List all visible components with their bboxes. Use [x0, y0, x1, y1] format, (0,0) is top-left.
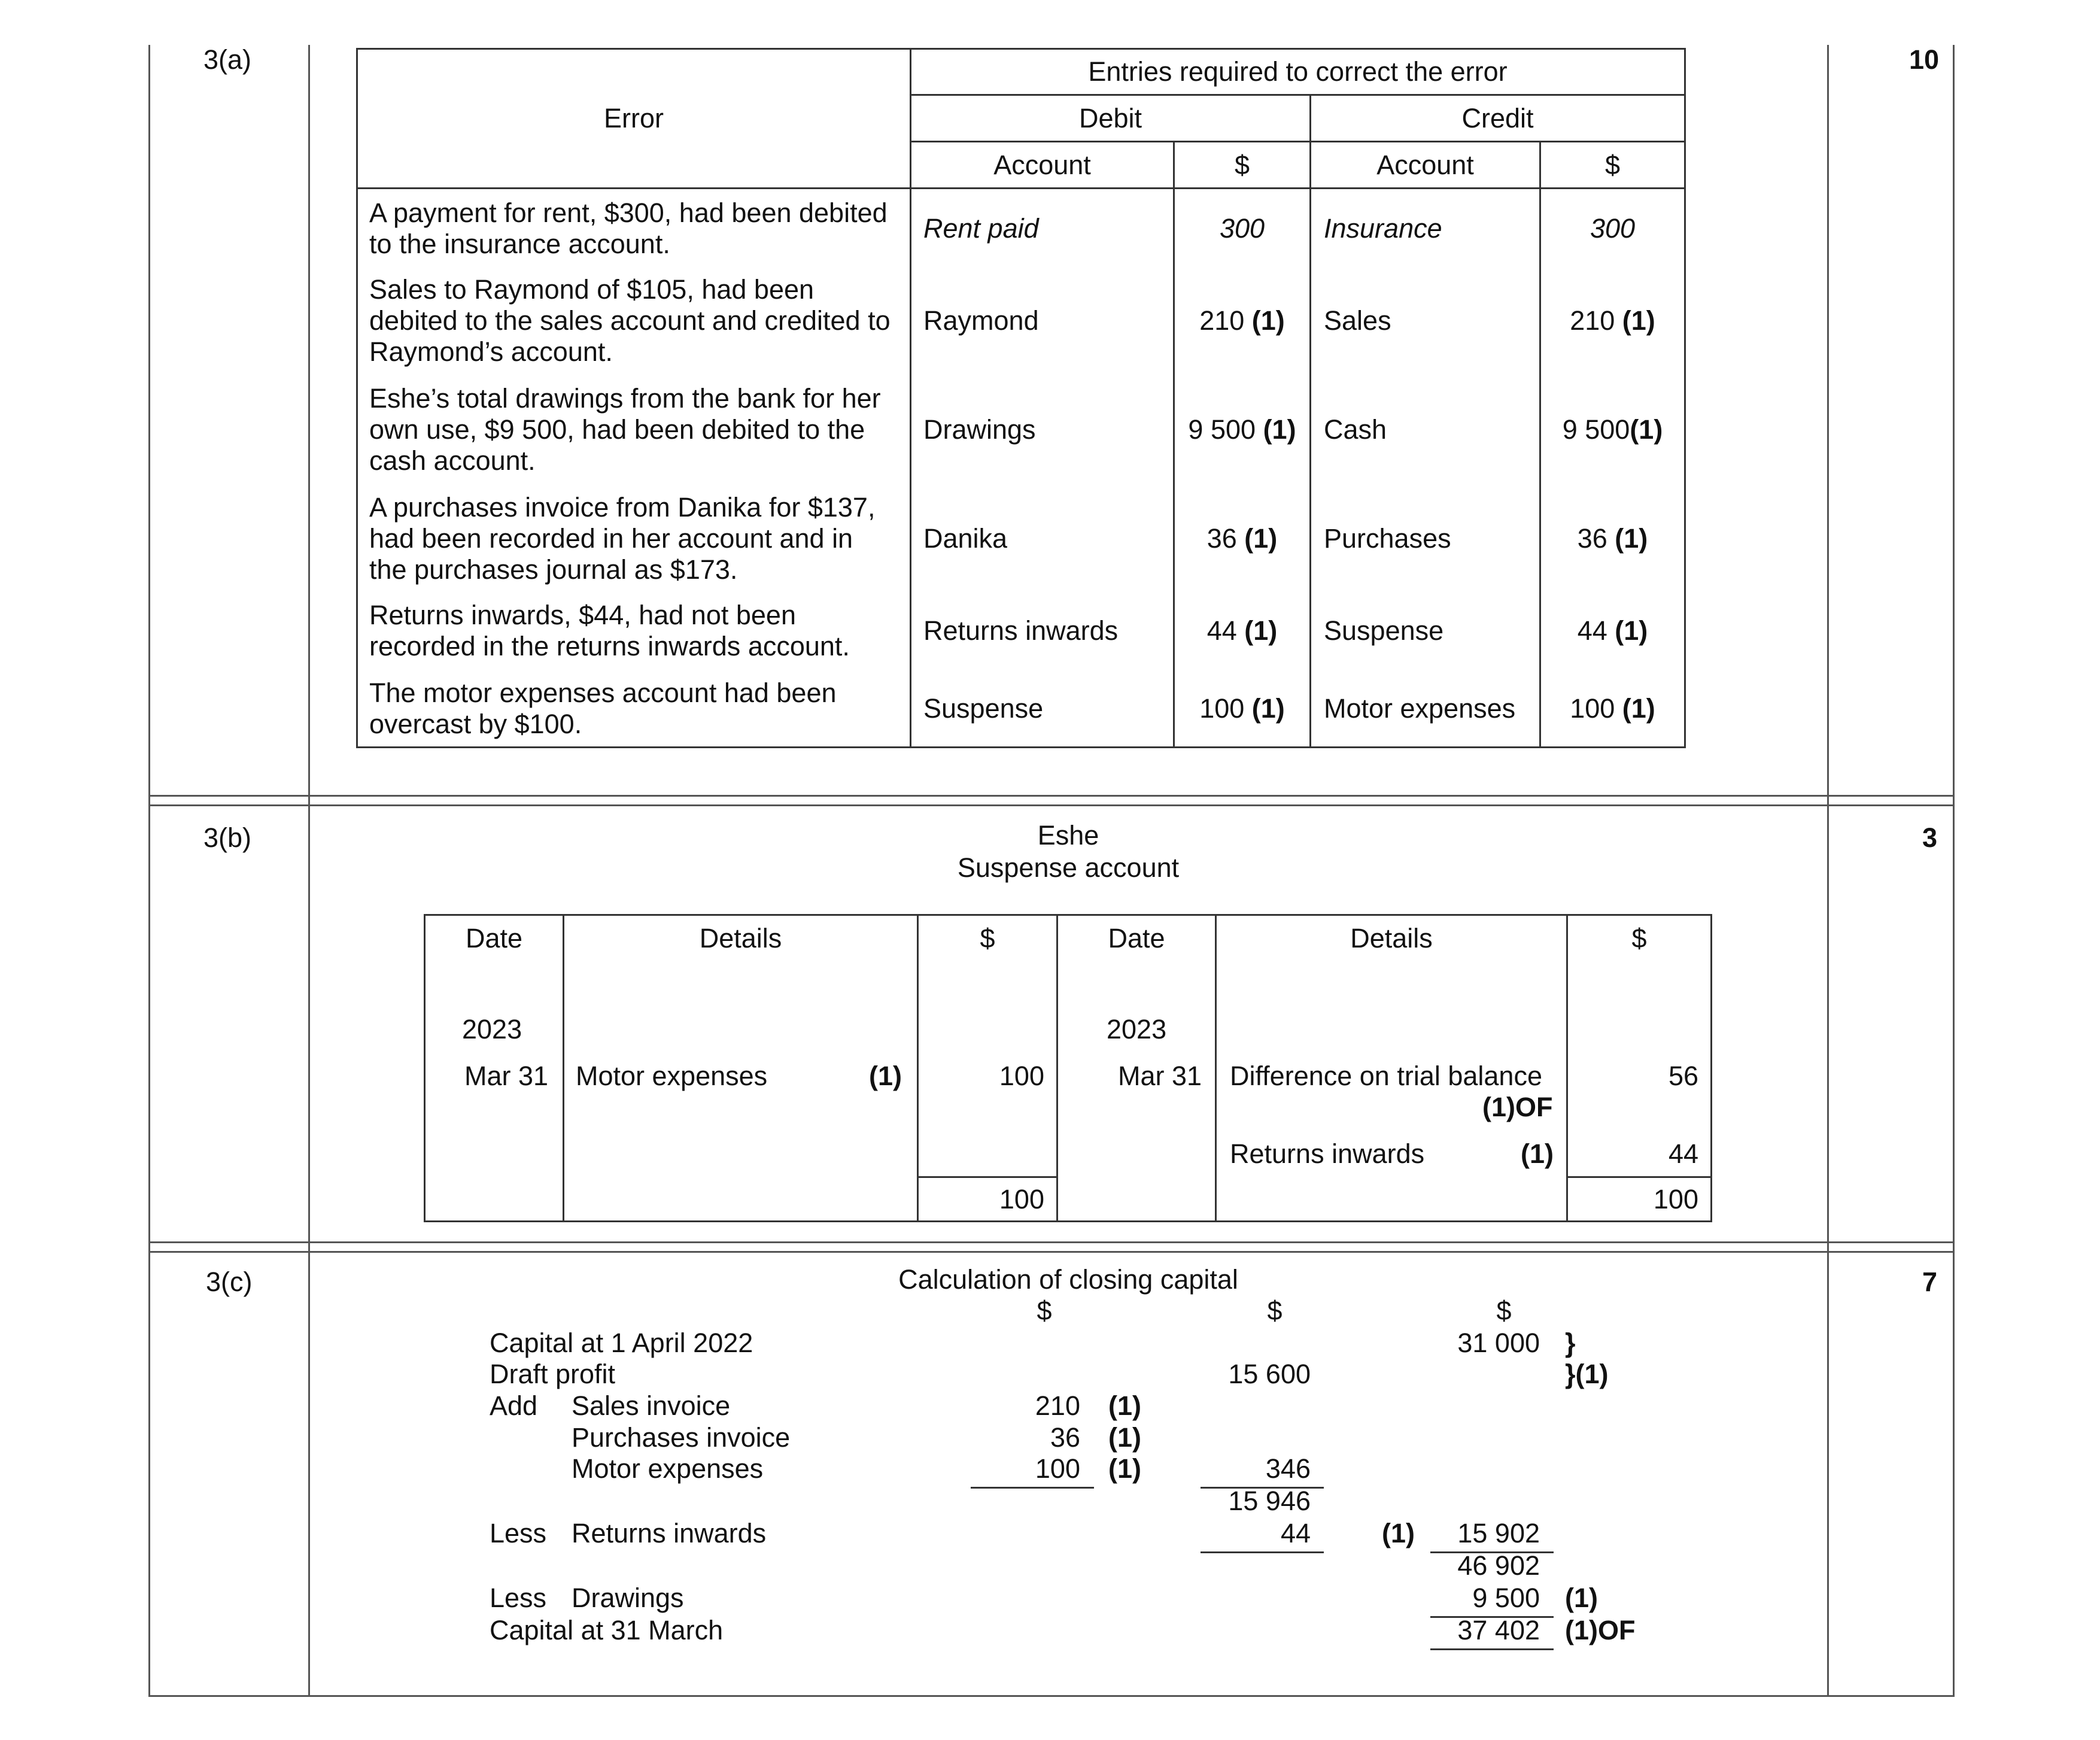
part-a-marks: 10 — [1909, 44, 1940, 75]
drawings-amount: 9 500 — [1472, 1583, 1540, 1613]
less-label: Less — [490, 1583, 547, 1613]
part-b-label: 3(b) — [203, 822, 252, 853]
drawings-label: Drawings — [572, 1583, 684, 1613]
closing-capital-label: Capital at 31 March — [490, 1615, 724, 1645]
adds-total: 346 — [1265, 1453, 1311, 1484]
credit-mark: (1)OF — [1482, 1092, 1553, 1122]
debit-amount: 100 — [999, 1061, 1044, 1091]
header-credit: Credit — [1461, 103, 1534, 133]
frame-bottom — [148, 1695, 1955, 1697]
frame-marks-divider — [1827, 45, 1829, 1697]
debit-year: 2023 — [462, 1014, 522, 1044]
debit-amount: 9 500 (1) — [1188, 414, 1296, 445]
capital-brace: } — [1565, 1328, 1576, 1358]
credit-amount: 44 (1) — [1577, 615, 1648, 646]
frame-right — [1953, 45, 1955, 1697]
credit-amount: 9 500(1) — [1562, 414, 1663, 445]
dollar-col-1: $ — [1037, 1295, 1052, 1326]
dollar-col-2: $ — [1267, 1295, 1283, 1326]
add-item-label: Sales invoice — [572, 1390, 731, 1421]
frame-col-divider — [308, 45, 310, 1697]
credit-date: Mar 31 — [1118, 1061, 1202, 1091]
error-text: A payment for rent, $300, had been debited to the insurance account. — [369, 198, 888, 259]
add-item-mark: (1) — [1108, 1453, 1141, 1484]
header-dollar: $ — [1631, 923, 1647, 953]
frame-left — [148, 45, 150, 1697]
add-item-amount: 210 — [1035, 1390, 1080, 1421]
debit-amount: 300 — [1219, 213, 1265, 244]
section-divider-ab-1 — [148, 795, 1955, 797]
returns-amount: 44 — [1280, 1518, 1311, 1548]
draft-profit-amount: 15 600 — [1228, 1359, 1311, 1389]
credit-account: Motor expenses — [1324, 693, 1516, 724]
debit-account: Danika — [923, 523, 1008, 554]
closing-capital-mark: (1)OF — [1565, 1615, 1636, 1645]
header-credit-account: Account — [1376, 150, 1474, 180]
capital-brace-mark: }(1) — [1565, 1359, 1609, 1389]
header-debit-account: Account — [993, 150, 1091, 180]
part-b-marks: 3 — [1922, 822, 1938, 853]
add-item-mark: (1) — [1108, 1390, 1141, 1421]
credit-details: Returns inwards — [1230, 1138, 1425, 1169]
error-text: Returns inwards, $44, had not been recorded in the returns inwards account. — [369, 600, 850, 661]
capital-open-amount: 31 000 — [1457, 1328, 1540, 1358]
header-entries: Entries required to correct the error — [1088, 56, 1508, 87]
part-c-marks: 7 — [1922, 1267, 1938, 1297]
add-item-label: Purchases invoice — [572, 1422, 791, 1453]
debit-account: Returns inwards — [923, 615, 1119, 646]
header-debit-dollar: $ — [1234, 150, 1250, 180]
debit-amount: 100 (1) — [1199, 693, 1285, 724]
header-date: Date — [465, 923, 523, 953]
credit-amount: 44 — [1668, 1138, 1698, 1169]
header-details: Details — [699, 923, 782, 953]
header-details: Details — [1350, 923, 1433, 953]
section-divider-bc-2 — [148, 1251, 1955, 1253]
returns-label: Returns inwards — [572, 1518, 767, 1548]
add-item-amount: 36 — [1050, 1422, 1080, 1453]
drawings-mark: (1) — [1565, 1583, 1598, 1613]
profit-subtotal: 15 946 — [1228, 1486, 1311, 1516]
closing-capital-amount: 37 402 — [1457, 1615, 1540, 1645]
debit-details: Motor expenses — [576, 1061, 768, 1091]
combined-total: 46 902 — [1457, 1550, 1540, 1581]
section-divider-bc-1 — [148, 1241, 1955, 1243]
add-label: Add — [490, 1390, 538, 1421]
adjusted-profit: 15 902 — [1457, 1518, 1540, 1548]
part-a-label: 3(a) — [203, 44, 252, 75]
credit-amount: 100 (1) — [1570, 693, 1655, 724]
add-item-label: Motor expenses — [572, 1453, 764, 1484]
account-title: Suspense account — [957, 852, 1180, 883]
credit-account: Cash — [1324, 414, 1387, 445]
credit-amount: 300 — [1590, 213, 1636, 244]
debit-amount: 210 (1) — [1199, 305, 1285, 336]
debit-amount: 36 (1) — [1206, 523, 1278, 554]
credit-amount: 36 (1) — [1577, 523, 1648, 554]
credit-account: Suspense — [1324, 615, 1444, 646]
credit-mark: (1) — [1521, 1138, 1554, 1169]
dollar-col-3: $ — [1496, 1295, 1512, 1326]
error-text: Eshe’s total drawings from the bank for her own use, $9 500, had been debited to the cash account. — [369, 383, 881, 476]
credit-account: Sales — [1324, 305, 1391, 336]
debit-account: Rent paid — [923, 213, 1039, 244]
error-text: The motor expenses account had been overcast by $100. — [369, 678, 837, 739]
credit-details: Difference on trial balance — [1230, 1061, 1542, 1091]
credit-account: Purchases — [1324, 523, 1451, 554]
header-debit: Debit — [1078, 103, 1142, 133]
debit-account: Drawings — [923, 414, 1036, 445]
credit-amount: 210 (1) — [1570, 305, 1655, 336]
credit-account: Insurance — [1324, 213, 1442, 244]
draft-profit-label: Draft profit — [490, 1359, 616, 1389]
header-date: Date — [1108, 923, 1165, 953]
returns-mark: (1) — [1382, 1518, 1415, 1548]
add-item-amount: 100 — [1035, 1453, 1080, 1484]
section-divider-ab-2 — [148, 804, 1955, 806]
calculation-title: Calculation of closing capital — [898, 1264, 1238, 1295]
less-label: Less — [490, 1518, 547, 1548]
add-underline — [971, 1487, 1094, 1489]
debit-total: 100 — [999, 1184, 1044, 1214]
debit-account: Suspense — [923, 693, 1044, 724]
credit-amount: 56 — [1668, 1061, 1698, 1091]
header-error: Error — [604, 103, 664, 133]
credit-total: 100 — [1653, 1184, 1698, 1214]
debit-date: Mar 31 — [464, 1061, 549, 1091]
returns-underline — [1201, 1551, 1324, 1553]
part-c-label: 3(c) — [206, 1267, 253, 1297]
capital-open-label: Capital at 1 April 2022 — [490, 1328, 753, 1358]
debit-mark: (1) — [869, 1061, 902, 1091]
header-credit-dollar: $ — [1604, 150, 1621, 180]
debit-amount: 44 (1) — [1206, 615, 1278, 646]
error-text: Sales to Raymond of $105, had been debited to the sales account and credited to Raymond’s account. — [369, 274, 891, 367]
header-dollar: $ — [980, 923, 995, 953]
debit-account: Raymond — [923, 305, 1039, 336]
error-text: A purchases invoice from Danika for $137, had been recorded in her account and in the purchases journal as $173. — [369, 492, 876, 585]
closing-capital-underline — [1430, 1648, 1554, 1650]
credit-year: 2023 — [1107, 1014, 1167, 1044]
account-owner: Eshe — [1037, 820, 1099, 851]
add-item-mark: (1) — [1108, 1422, 1141, 1453]
